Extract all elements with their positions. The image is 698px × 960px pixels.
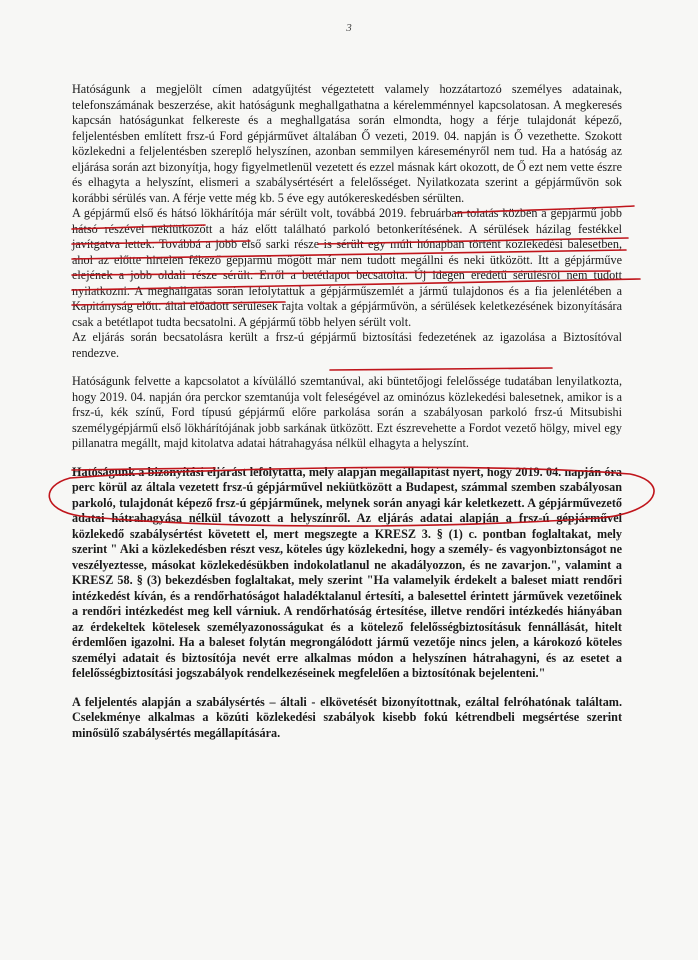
paragraph-conclusion: A feljelentés alapján a szabálysértés – általi - elkövetését bizonyítottnak, ezáltal felróhatónak találtam. Cselekménye alkalmas a közúti közlekedési szabályok kisebb fokú kétrendbeli megsértése szerint minősülő szabálysértés megállapítására. <box>72 694 622 740</box>
paragraph-damage: A gépjármű első és hátsó lökhárítója már sérült volt, továbbá 2019. februárban tolatás közben a gépjármű jobb hátsó részével nekiütközött a ház előtt található parkoló betonkerítésének. A sérülések házilag festékkel javítgatva lettek. Továbbá a jobb első sarki része is sérült egy múlt hónapban történt közlekedési balesetben, ahol az előtte hirtelen fékező gépjármű mögött már nem tudott megállni és neki ütközött. Itt a gépjárműve elejének a jobb oldali része sérült. Erről a betétlapot becsatolta. Új idegen eredetű sérülésről nem tudott nyilatkozni. A meghallgatás során lefolytattuk a gépjárműszemlét a jármű tulajdonos és a fia jelenlétében a Kapitányság előtt. által előadott sérülések rajta voltak a gépjárművön, a sérülések keletkezésének bizonyítására csak a betétlapot tudta becsatolni. A gépjármű több helyen sérült volt. <box>72 206 622 329</box>
paragraph-findings: Hatóságunk a bizonyítási eljárást lefolytatta, mely alapján megállapítást nyert, hogy 2019. 04. napján óra perc körül az általa vezetett frsz-ú gépjárművel nekiütközött a Budapest, számmal szemben szabályosan parkoló, tulajdonát képező frsz-ú gépjárműnek, melynek során anyagi kár keletkezett. A gépjárművezető adatai hátrahagyása nélkül távozott a helyszínről. Az eljárás adatai alapján a frsz-ú gépjárművel közlekedő szabálysértést követett el, mert megszegte a KRESZ 3. § (1) c. pontban foglaltakat, mely szerint " Aki a közlekedésben részt vesz, köteles úgy közlekedni, hogy a személy- és vagyonbiztonságot ne veszélyeztesse, másokat közlekedésükben indokolatlanul ne akadályozzon, és ne zavarjon.", valamint a KRESZ 58. § (3) bekezdésben foglaltakat, mely szerint "Ha valamelyik érdekelt a baleset miatt rendőri intézkedést kíván, és a rendőrhatóságot haladéktalanul értesíti, a balesettel érintett járművek vezetőinek a rendőri intézkedést meg kell várniuk. A rendőrhatóság értesítése, illetve rendőri intézkedés hiányában az érdekeltek kötelesek személyazonosságukat és a kötelező felelősségbiztosításuk fennállását, hitelt érdemlően igazolni. Ha a baleset folytán megrongálódott jármű vezetője nincs jelen, a károkozó köteles személyi adatait és biztosítója nevét erre alkalmas módon a helyszínen hátrahagyni, és az esetet a felelősségbiztosítási jogszabályok rendelkezéseinek megfelelően a biztosítónak bejelenteni." <box>72 464 622 680</box>
paragraph-gap <box>72 452 622 465</box>
paragraph-witness: Hatóságunk felvette a kapcsolatot a kívülálló szemtanúval, aki büntetőjogi felelőssége tudatában lenyilatkozta, hogy 2019. 04. napján óra perckor szemtanúja volt feleségével az ominózus közlekedési balesetnek, amikor is a frsz-ú, kék színű, Ford típusú gépjármű előre parkolása során a szabályosan parkoló frsz-ú Mitsubishi személygépjármű első lökhárítójának jobb sarkának ütközött. Ezt észrevehette a Fordot vezető hölgy, mivel egy pillanatra megállt, majd kitolatva adatai hátrahagyása nélkül elhagyta a helyszínt. <box>72 374 622 450</box>
paragraph-insurance: Az eljárás során becsatolásra került a frsz-ú gépjármű biztosítási fedezetének az igazolása a Biztosítóval rendezve. <box>72 330 622 360</box>
document-body <box>72 82 622 741</box>
paragraph-gap <box>72 361 622 374</box>
page-number: 3 <box>346 22 352 34</box>
paragraph-hearing: Hatóságunk a megjelölt címen adatgyűjtést végeztetett valamely hozzátartozó személyes adatainak, telefonszámának beszerzése, akit hatóságunk meghallgathatna a kérelemménnyel kapcsolatosan. A megkeresés kapcsán hatóságunkat felkereste és a meghallgatása során elmondta, hogy a férje tulajdonát képező, feljelentésben említett frsz-ú Ford gépjárművet általában Ő vezeti, 2019. 04. napján is Ő vezethette. Szokott közlekedni a feljelentésben szereplő helyszínen, azonban semmilyen káreseményről nem tud. Ha a hatóság az eljárása során azt bizonyítja, hogy figyelmetlenül vezetett és ezzel másnak kárt okozott, de Ő ezt nem vette észre és elhagyta a helyszínt, elismeri a szabálysértésért a felelősséget. Nyilatkozata szerint a gépjárművön sok korábbi sérülés van. A férje vette még kb. 5 éve egy autókereskedésben sérülten. <box>72 82 622 205</box>
paragraph-gap <box>72 682 622 695</box>
